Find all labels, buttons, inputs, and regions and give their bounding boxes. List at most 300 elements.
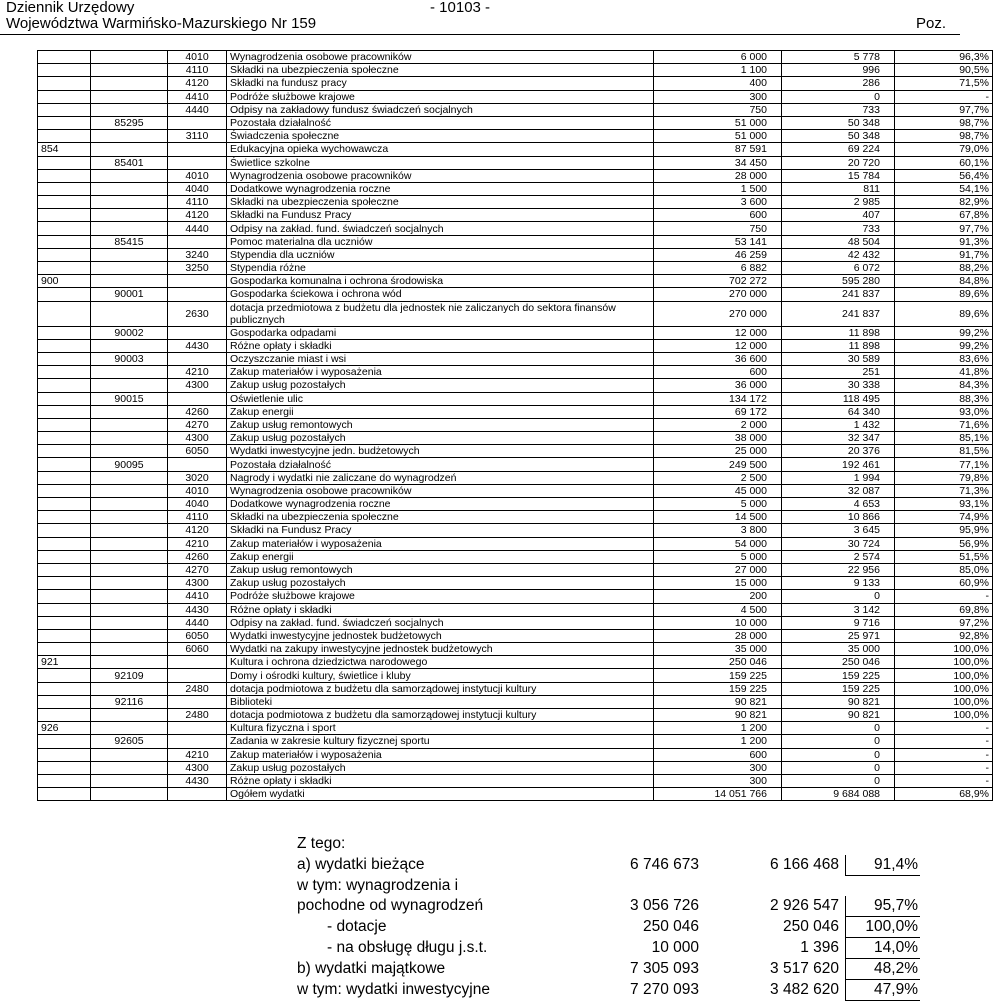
paragraf-cell: 4300 [168, 379, 227, 392]
percent-cell: 88,2% [895, 262, 993, 275]
percent-cell: 77,1% [895, 458, 993, 471]
execution-cell: 1 432 [782, 418, 895, 431]
rozdzial-cell [91, 524, 168, 537]
execution-cell: 32 347 [782, 432, 895, 445]
plan-cell: 87 591 [654, 143, 782, 156]
table-row [38, 709, 993, 722]
description-cell: Dodatkowe wynagrodzenia roczne [227, 182, 654, 195]
description-cell: Biblioteki [227, 695, 654, 708]
description-cell: Wynagrodzenia osobowe pracowników [227, 51, 654, 64]
execution-cell: 733 [782, 103, 895, 116]
execution-cell: 9 716 [782, 616, 895, 629]
summary-label: - na obsługę długu j.s.t. [327, 939, 488, 956]
percent-cell: 97,7% [895, 103, 993, 116]
dzial-cell [38, 103, 91, 116]
paragraf-cell [168, 788, 227, 801]
description-cell: Podróże służbowe krajowe [227, 590, 654, 603]
summary-plan: 250 046 [642, 918, 699, 935]
dzial-cell [38, 432, 91, 445]
summary-execution: 1 396 [800, 939, 839, 956]
dzial-cell [38, 366, 91, 379]
percent-cell: 96,3% [895, 51, 993, 64]
dzial-cell [38, 616, 91, 629]
execution-cell: 251 [782, 366, 895, 379]
description-cell: Świadczenia społeczne [227, 130, 654, 143]
rozdzial-cell [91, 366, 168, 379]
summary-table [297, 855, 920, 1001]
dzial-cell [38, 788, 91, 801]
plan-cell: 53 141 [654, 235, 782, 248]
percent-cell: 71,5% [895, 77, 993, 90]
rozdzial-cell [91, 90, 168, 103]
dzial-cell [38, 169, 91, 182]
paragraf-cell: 4440 [168, 103, 227, 116]
paragraf-cell: 2630 [168, 301, 227, 326]
plan-cell: 159 225 [654, 682, 782, 695]
dzial-cell [38, 669, 91, 682]
execution-cell: 30 589 [782, 352, 895, 365]
plan-cell: 51 000 [654, 116, 782, 129]
table-row [38, 748, 993, 761]
paragraf-cell [168, 326, 227, 339]
execution-cell: 241 837 [782, 288, 895, 301]
execution-cell: 0 [782, 90, 895, 103]
paragraf-cell: 4270 [168, 418, 227, 431]
table-row [38, 445, 993, 458]
summary-percent: 91,4% [846, 855, 921, 876]
percent-cell: 93,1% [895, 498, 993, 511]
plan-cell: 270 000 [654, 288, 782, 301]
dzial-cell [38, 222, 91, 235]
rozdzial-cell [91, 262, 168, 275]
paragraf-cell [168, 235, 227, 248]
execution-cell: 25 971 [782, 629, 895, 642]
paragraf-cell: 4300 [168, 577, 227, 590]
rozdzial-cell [91, 577, 168, 590]
paragraf-cell: 4430 [168, 603, 227, 616]
execution-cell: 22 956 [782, 563, 895, 576]
rozdzial-cell [91, 51, 168, 64]
plan-cell: 90 821 [654, 709, 782, 722]
paragraf-cell: 4010 [168, 51, 227, 64]
summary-plan: 3 056 726 [630, 897, 699, 915]
rozdzial-cell [91, 774, 168, 787]
summary-execution: 3 517 620 [770, 960, 839, 977]
dzial-cell [38, 524, 91, 537]
page-number: - 10103 - [430, 0, 491, 16]
description-cell: Wynagrodzenia osobowe pracowników [227, 169, 654, 182]
description-cell: Zakup materiałów i wyposażenia [227, 537, 654, 550]
summary-label: pochodne od wynagrodzeń [297, 897, 484, 915]
percent-cell: 100,0% [895, 643, 993, 656]
paragraf-cell: 4110 [168, 511, 227, 524]
description-cell: Edukacyjna opieka wychowawcza [227, 143, 654, 156]
paragraf-cell: 4430 [168, 339, 227, 352]
paragraf-cell: 3250 [168, 262, 227, 275]
plan-cell: 90 821 [654, 695, 782, 708]
execution-cell: 241 837 [782, 301, 895, 326]
plan-cell: 600 [654, 209, 782, 222]
percent-cell: 88,3% [895, 392, 993, 405]
description-cell: Gospodarka ściekowa i ochrona wód [227, 288, 654, 301]
summary-title: Z tego: [297, 835, 346, 852]
percent-cell: - [895, 774, 993, 787]
paragraf-cell: 4110 [168, 196, 227, 209]
paragraf-cell [168, 156, 227, 169]
summary-table-body [297, 855, 920, 1001]
execution-cell: 286 [782, 77, 895, 90]
dzial-cell [38, 735, 91, 748]
rozdzial-cell [91, 722, 168, 735]
execution-cell: 15 784 [782, 169, 895, 182]
description-cell: Nagrody i wydatki nie zaliczane do wynagrodzeń [227, 471, 654, 484]
rozdzial-cell [91, 248, 168, 261]
rozdzial-cell [91, 616, 168, 629]
execution-cell: 48 504 [782, 235, 895, 248]
table-row [38, 169, 993, 182]
rozdzial-cell [91, 656, 168, 669]
table-row [38, 682, 993, 695]
rozdzial-cell [91, 643, 168, 656]
dzial-cell: 900 [38, 275, 91, 288]
rozdzial-cell [91, 275, 168, 288]
percent-cell: - [895, 735, 993, 748]
percent-cell: - [895, 90, 993, 103]
dzial-cell [38, 577, 91, 590]
journal-subtitle: Województwa Warmińsko-Mazurskiego Nr 159 [6, 15, 317, 32]
execution-cell: 30 724 [782, 537, 895, 550]
plan-cell: 35 000 [654, 643, 782, 656]
table-row [38, 458, 993, 471]
execution-cell: 0 [782, 761, 895, 774]
summary-percent: 14,0% [846, 938, 921, 959]
percent-cell: 69,8% [895, 603, 993, 616]
summary-percent [846, 876, 921, 897]
summary-row [297, 959, 920, 980]
plan-cell: 4 500 [654, 603, 782, 616]
percent-cell: 85,0% [895, 563, 993, 576]
summary-execution: 2 926 547 [770, 897, 839, 915]
percent-cell: 56,9% [895, 537, 993, 550]
rozdzial-cell [91, 301, 168, 326]
execution-cell: 159 225 [782, 682, 895, 695]
percent-cell: 71,6% [895, 418, 993, 431]
paragraf-cell [168, 288, 227, 301]
summary-percent: 100,0% [846, 917, 921, 938]
dzial-cell [38, 471, 91, 484]
summary-label: a) wydatki bieżące [297, 856, 425, 874]
description-cell: Kultura fizyczna i sport [227, 722, 654, 735]
plan-cell: 6 000 [654, 51, 782, 64]
table-row [38, 77, 993, 90]
execution-cell: 5 778 [782, 51, 895, 64]
summary-plan: 10 000 [651, 939, 699, 956]
plan-cell: 300 [654, 761, 782, 774]
percent-cell: 100,0% [895, 656, 993, 669]
percent-cell: 98,7% [895, 130, 993, 143]
summary-row [297, 896, 920, 917]
plan-cell: 10 000 [654, 616, 782, 629]
percent-cell: 91,3% [895, 235, 993, 248]
table-row [38, 616, 993, 629]
paragraf-cell: 2480 [168, 682, 227, 695]
rozdzial-cell: 90003 [91, 352, 168, 365]
dzial-cell [38, 418, 91, 431]
percent-cell: 89,6% [895, 301, 993, 326]
dzial-cell: 926 [38, 722, 91, 735]
rozdzial-cell [91, 222, 168, 235]
rozdzial-cell [91, 471, 168, 484]
dzial-cell [38, 339, 91, 352]
rozdzial-cell [91, 537, 168, 550]
paragraf-cell [168, 458, 227, 471]
dzial-cell [38, 182, 91, 195]
plan-cell: 15 000 [654, 577, 782, 590]
paragraf-cell: 4210 [168, 537, 227, 550]
table-row [38, 563, 993, 576]
execution-cell: 10 866 [782, 511, 895, 524]
execution-cell: 6 072 [782, 262, 895, 275]
description-cell: dotacja podmiotowa z budżetu dla samorządowej instytucji kultury [227, 709, 654, 722]
dzial-cell [38, 326, 91, 339]
percent-cell: - [895, 590, 993, 603]
rozdzial-cell [91, 748, 168, 761]
plan-cell: 1 200 [654, 735, 782, 748]
rozdzial-cell [91, 761, 168, 774]
percent-cell: 79,0% [895, 143, 993, 156]
rozdzial-cell [91, 445, 168, 458]
dzial-cell [38, 64, 91, 77]
execution-cell: 11 898 [782, 339, 895, 352]
rozdzial-cell [91, 590, 168, 603]
table-row [38, 432, 993, 445]
percent-cell: 81,5% [895, 445, 993, 458]
rozdzial-cell: 85295 [91, 116, 168, 129]
rozdzial-cell [91, 77, 168, 90]
dzial-cell [38, 405, 91, 418]
rozdzial-cell [91, 682, 168, 695]
dzial-cell [38, 603, 91, 616]
execution-cell: 64 340 [782, 405, 895, 418]
description-cell: Składki na Fundusz Pracy [227, 524, 654, 537]
summary-execution: 3 482 620 [770, 981, 839, 998]
plan-cell: 25 000 [654, 445, 782, 458]
percent-cell: 100,0% [895, 709, 993, 722]
paragraf-cell [168, 656, 227, 669]
table-row [38, 511, 993, 524]
paragraf-cell: 4440 [168, 616, 227, 629]
description-cell: Zakup usług remontowych [227, 563, 654, 576]
dzial-cell [38, 761, 91, 774]
execution-cell: 4 653 [782, 498, 895, 511]
summary-row [297, 938, 920, 959]
table-row [38, 498, 993, 511]
description-cell: Zakup usług pozostałych [227, 761, 654, 774]
dzial-cell [38, 643, 91, 656]
dzial-cell [38, 695, 91, 708]
table-row [38, 235, 993, 248]
execution-cell: 11 898 [782, 326, 895, 339]
description-cell: Gospodarka odpadami [227, 326, 654, 339]
table-row [38, 405, 993, 418]
rozdzial-cell [91, 484, 168, 497]
percent-cell: 74,9% [895, 511, 993, 524]
paragraf-cell: 4430 [168, 774, 227, 787]
position-label: Poz. [915, 15, 946, 32]
percent-cell: 97,7% [895, 222, 993, 235]
rozdzial-cell: 90015 [91, 392, 168, 405]
table-row [38, 656, 993, 669]
execution-cell: 1 994 [782, 471, 895, 484]
paragraf-cell: 4260 [168, 550, 227, 563]
execution-cell: 9 133 [782, 577, 895, 590]
dzial-cell [38, 248, 91, 261]
rozdzial-cell [91, 432, 168, 445]
table-row [38, 326, 993, 339]
summary-row [297, 876, 920, 897]
rozdzial-cell [91, 563, 168, 576]
table-row [38, 761, 993, 774]
percent-cell: 98,7% [895, 116, 993, 129]
percent-cell: 60,9% [895, 577, 993, 590]
table-row [38, 301, 993, 326]
description-cell: Dodatkowe wynagrodzenia roczne [227, 498, 654, 511]
summary-plan [595, 876, 699, 897]
percent-cell: 97,2% [895, 616, 993, 629]
paragraf-cell: 4270 [168, 563, 227, 576]
description-cell: Odpisy na zakładowy fundusz świadczeń socjalnych [227, 103, 654, 116]
table-row [38, 182, 993, 195]
execution-cell: 996 [782, 64, 895, 77]
table-row [38, 722, 993, 735]
percent-cell: 93,0% [895, 405, 993, 418]
table-row [38, 352, 993, 365]
plan-cell: 34 450 [654, 156, 782, 169]
execution-cell: 30 338 [782, 379, 895, 392]
plan-cell: 400 [654, 77, 782, 90]
dzial-cell [38, 511, 91, 524]
rozdzial-cell [91, 103, 168, 116]
percent-cell: 92,8% [895, 629, 993, 642]
table-row [38, 484, 993, 497]
table-row [38, 788, 993, 801]
percent-cell: 99,2% [895, 339, 993, 352]
execution-cell: 9 684 088 [782, 788, 895, 801]
percent-cell: 79,8% [895, 471, 993, 484]
table-row [38, 392, 993, 405]
rozdzial-cell: 90095 [91, 458, 168, 471]
percent-cell: 100,0% [895, 682, 993, 695]
summary-label: b) wydatki majątkowe [297, 960, 446, 977]
dzial-cell [38, 77, 91, 90]
plan-cell: 600 [654, 748, 782, 761]
percent-cell: 84,3% [895, 379, 993, 392]
summary-row [297, 917, 920, 938]
percent-cell: 71,3% [895, 484, 993, 497]
description-cell: Zakup usług remontowych [227, 418, 654, 431]
description-cell: Różne opłaty i składki [227, 339, 654, 352]
percent-cell: 54,1% [895, 182, 993, 195]
dzial-cell [38, 709, 91, 722]
table-row [38, 90, 993, 103]
dzial-cell: 854 [38, 143, 91, 156]
dzial-cell [38, 537, 91, 550]
summary-label: w tym: wynagrodzenia i [297, 876, 459, 894]
execution-cell: 595 280 [782, 275, 895, 288]
table-row [38, 116, 993, 129]
plan-cell: 702 272 [654, 275, 782, 288]
table-row [38, 550, 993, 563]
description-cell: Pomoc materialna dla uczniów [227, 235, 654, 248]
plan-cell: 38 000 [654, 432, 782, 445]
table-row [38, 603, 993, 616]
rozdzial-cell [91, 788, 168, 801]
execution-cell: 50 348 [782, 116, 895, 129]
description-cell: Składki na fundusz pracy [227, 77, 654, 90]
plan-cell: 3 800 [654, 524, 782, 537]
table-row [38, 774, 993, 787]
percent-cell: - [895, 748, 993, 761]
plan-cell: 600 [654, 366, 782, 379]
description-cell: Zakup materiałów i wyposażenia [227, 366, 654, 379]
paragraf-cell: 6050 [168, 629, 227, 642]
rozdzial-cell [91, 130, 168, 143]
table-row [38, 51, 993, 64]
execution-cell: 2 985 [782, 196, 895, 209]
percent-cell: 56,4% [895, 169, 993, 182]
execution-cell: 42 432 [782, 248, 895, 261]
percent-cell: 90,5% [895, 64, 993, 77]
dzial-cell [38, 379, 91, 392]
plan-cell: 1 500 [654, 182, 782, 195]
summary-row [297, 980, 920, 1001]
description-cell: Zakup energii [227, 550, 654, 563]
rozdzial-cell [91, 709, 168, 722]
plan-cell: 2 000 [654, 418, 782, 431]
paragraf-cell [168, 722, 227, 735]
percent-cell: 60,1% [895, 156, 993, 169]
plan-cell: 36 000 [654, 379, 782, 392]
plan-cell: 45 000 [654, 484, 782, 497]
paragraf-cell [168, 143, 227, 156]
percent-cell: 41,8% [895, 366, 993, 379]
description-cell: Oświetlenie ulic [227, 392, 654, 405]
expenditure-table-body [38, 51, 993, 801]
dzial-cell [38, 90, 91, 103]
table-row [38, 103, 993, 116]
paragraf-cell: 4120 [168, 209, 227, 222]
table-row [38, 643, 993, 656]
execution-cell: 192 461 [782, 458, 895, 471]
expenditure-table [37, 50, 993, 801]
percent-cell: 99,2% [895, 326, 993, 339]
paragraf-cell: 4410 [168, 90, 227, 103]
table-row [38, 669, 993, 682]
description-cell: Składki na Fundusz Pracy [227, 209, 654, 222]
rozdzial-cell [91, 550, 168, 563]
paragraf-cell: 6050 [168, 445, 227, 458]
summary-execution: 6 166 468 [770, 856, 839, 874]
description-cell: Wydatki inwestycyjne jednostek budżetowych [227, 629, 654, 642]
rozdzial-cell [91, 405, 168, 418]
table-row [38, 275, 993, 288]
dzial-cell [38, 116, 91, 129]
plan-cell: 28 000 [654, 169, 782, 182]
execution-cell: 20 376 [782, 445, 895, 458]
summary-percent: 48,2% [846, 959, 921, 980]
dzial-cell [38, 629, 91, 642]
table-row [38, 248, 993, 261]
